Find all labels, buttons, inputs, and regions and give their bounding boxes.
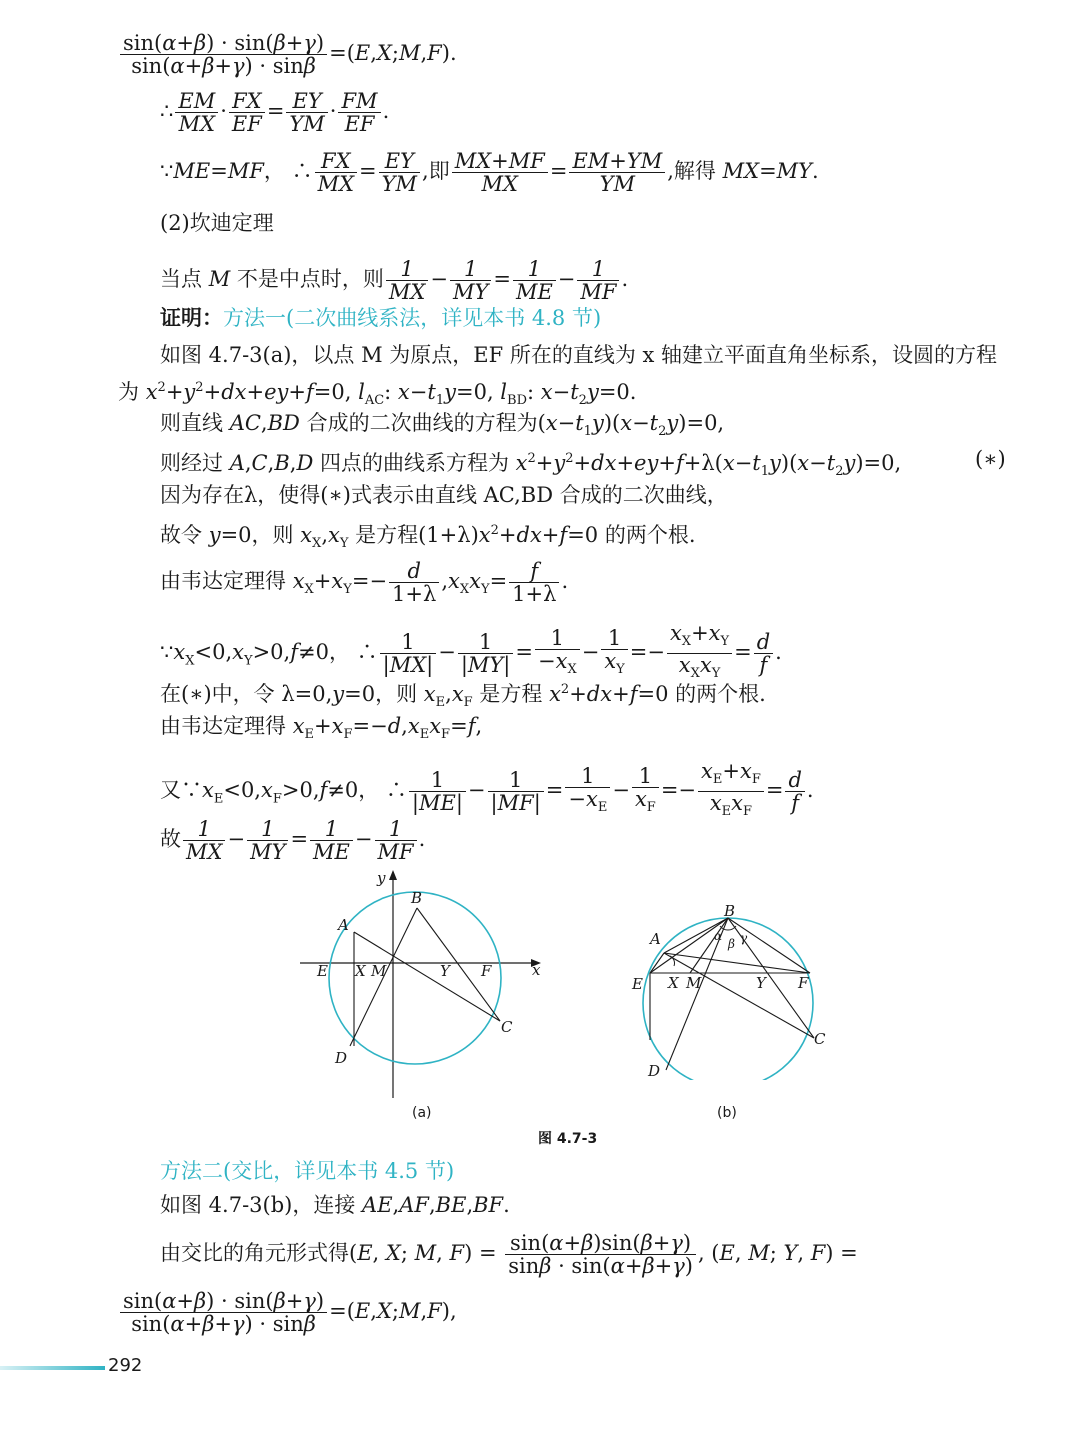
fig-b-label-d: D <box>648 1062 661 1080</box>
line-14: $\because x_X<0,x_Y>0,f\ne 0$， ∴ $\frac{1}{|MX|}$ − $\frac{1}{|MY|}$ = $\frac{1}{-x_X}$ − $\frac{1}{x_Y}$ =− $x_X+x_Y$ $x_Xx_Y$ = $\frac{d}{f}$ . <box>160 621 782 682</box>
line-09: 则直线 AC,BD 合成的二次曲线的方程为$(x-t_1y)(x-t_2y)=0$, <box>160 411 725 440</box>
fig-b-label-x: X <box>668 974 679 992</box>
fig-b-label-m: M <box>686 974 702 992</box>
fig-b-label-y: Y <box>756 974 766 992</box>
line-19: 方法二(交比，详见本书 4.5 节) <box>160 1159 455 1183</box>
line-10: 则经过 A,C,B,D 四点的曲线系方程为 $x^2+y^2+dx+ey+f+\lambda(x-t_1y)(x-t_2y)=0$, <box>160 451 902 480</box>
page-number: 292 <box>108 1355 143 1376</box>
figure-b <box>630 900 830 1080</box>
figure-a-sublabel: (a) <box>412 1105 432 1121</box>
fig-a-label-f: F <box>481 962 492 980</box>
line-21: 由交比的角元形式得(E, X; M, F) = $\frac{\sin(\alpha+\beta)\sin(\beta+\gamma)}{\sin\beta \cdot \sin(\alpha+\beta+\gamma)}$ , (E, M; Y, F) = <box>160 1231 858 1278</box>
line-16: 由韦达定理得 $x_E+x_F=-d,x_Ex_F=f$, <box>160 714 483 743</box>
line-01: $\frac{\sin(\alpha+\beta) \cdot \sin(\beta+\gamma)}{\sin(\alpha+\beta+\gamma) \cdot \sin\beta}$ =(E,X;M,F). <box>118 32 457 77</box>
fig-a-label-a: A <box>338 916 349 934</box>
line-05: 当点 M 不是中点时，则 $\frac{1}{MX}$ − $\frac{1}{MY}$ = $\frac{1}{ME}$ − $\frac{1}{MF}$ . <box>160 257 629 304</box>
line-03: ∵ME=MF， ∴ $\frac{FX}{MX}$ = $\frac{EY}{YM}$ ,即 $\frac{MX+MF}{MX}$ = $\frac{EM+YM}{YM}$ ,解得 MX=MY. <box>160 149 819 196</box>
fig-a-label-e: E <box>317 962 328 980</box>
figure-caption: 图 4.7-3 <box>538 1131 598 1147</box>
fig-b-label-c: C <box>814 1030 826 1048</box>
line-07: 如图 4.7-3(a)，以点 M 为原点，EF 所在的直线为 x 轴建立平面直角坐标系，设圆的方程 <box>160 343 998 367</box>
line-12: 故令 y=0，则 $x_X,x_Y$ 是方程$(1+\lambda)x^2+dx+f=0$ 的两个根. <box>160 523 696 552</box>
fig-a-label-m: M <box>371 962 387 980</box>
fig-b-label-f: F <box>798 974 809 992</box>
fig-b-label-gamma: γ <box>740 931 748 945</box>
line-18: 故 $\frac{1}{MX}$ − $\frac{1}{MY}$ = $\frac{1}{ME}$ − $\frac{1}{MF}$ . <box>160 817 426 864</box>
line-02: ∴ $\frac{EM}{MX}$ · $\frac{FX}{EF}$ = $\frac{EY}{YM}$ · $\frac{FM}{EF}$ . <box>160 89 390 136</box>
fig-a-label-c: C <box>501 1018 513 1036</box>
fig-b-label-e: E <box>632 975 643 993</box>
fig-b-label-a: A <box>650 930 661 948</box>
figure-a <box>295 868 555 1108</box>
line-20: 如图 4.7-3(b)，连接 AE,AF,BE,BF. <box>160 1193 510 1217</box>
fig-a-label-x-point: X <box>355 962 366 980</box>
proof-label: 证明： <box>160 305 223 330</box>
fig-b-label-b: B <box>724 902 736 920</box>
fig-b-label-beta: β <box>728 937 735 951</box>
line-22: $\frac{\sin(\alpha+\beta) \cdot \sin(\beta+\gamma)}{\sin(\alpha+\beta+\gamma) \cdot \sin\beta}$ =(E,X;M,F), <box>118 1290 457 1335</box>
line-04: (2)坎迪定理 <box>160 211 274 235</box>
line-08: 为 $x^2+y^2+dx+ey+f=0$, $l_{AC}$: $x-t_1y=0$, $l_{BD}$: $x-t_2y=0$. <box>118 380 637 409</box>
fig-a-label-y-point: Y <box>440 962 450 980</box>
line-17: 又$\because x_E<0,x_F>0,f\ne 0$， ∴ $\frac{1}{|ME|}$ − $\frac{1}{|MF|}$ = $\frac{1}{-x_E}$ − $\frac{1}{x_F}$ =− $x_E+x_F$ $x_Ex_F$ = $\frac{d}{f}$ . <box>160 759 814 820</box>
method-one-heading: 方法一(二次曲线系法，详见本书 4.8 节) <box>223 306 602 330</box>
line-06 <box>160 305 601 331</box>
fig-a-label-b: B <box>411 889 423 907</box>
fig-a-label-d: D <box>335 1049 348 1067</box>
line-13: 由韦达定理得 $x_X+x_Y=-$ $\frac{d}{1+\lambda}$ $,x_Xx_Y=$ $\frac{f}{1+\lambda}$ . <box>160 559 569 606</box>
line-11: 因为存在λ，使得(∗)式表示由直线 AC,BD 合成的二次曲线， <box>160 483 728 507</box>
line-15: 在(∗)中，令 λ=0,y=0，则 $x_E,x_F$ 是方程 $x^2+dx+f=0$ 的两个根. <box>160 682 766 711</box>
footer-accent <box>0 1366 105 1370</box>
fig-a-label-y: y <box>377 869 386 887</box>
line-10-marker: (∗) <box>975 447 1006 471</box>
figure-b-sublabel: (b) <box>717 1105 737 1121</box>
fig-a-label-x: x <box>532 961 541 979</box>
fig-b-label-alpha: α <box>714 929 723 943</box>
